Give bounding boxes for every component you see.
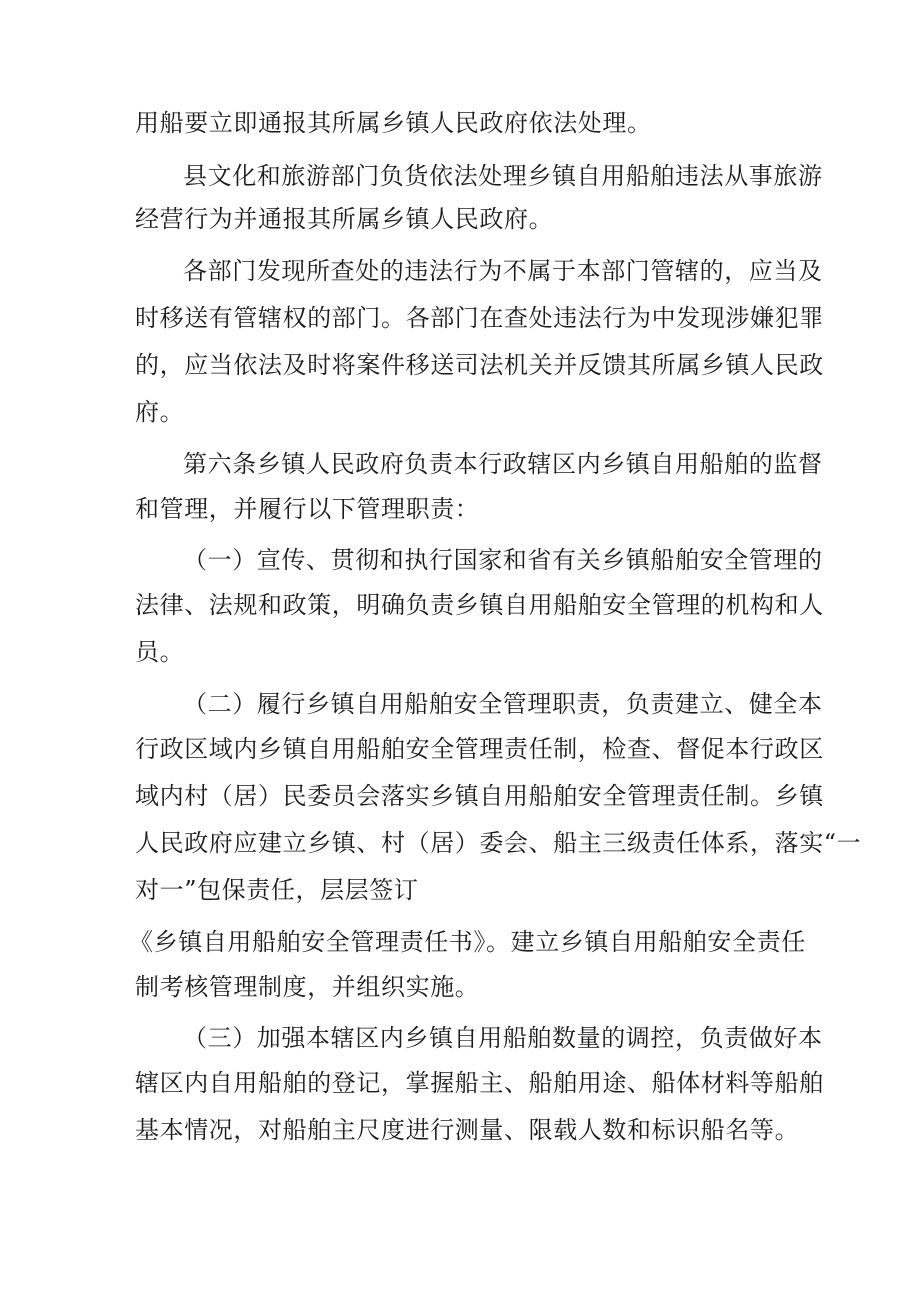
text-line-20: （三）加强本辖区内乡镇自用船舶数量的调控，负责做好本 [183, 1024, 823, 1052]
text-line-12: 员。 [135, 638, 185, 666]
text-line-3: 经营行为并通报其所属乡镇人民政府。 [135, 205, 554, 233]
text-line-6: 的，应当依法及时将案件移送司法机关并反馈其所属乡镇人民政 [135, 351, 824, 379]
text-line-15: 域内村（居）民委员会落实乡镇自用船舶安全管理责任制。乡镇 [135, 782, 824, 810]
text-line-21: 辖区内自用船舶的登记，掌握船主、船舶用途、船体材料等船舶 [135, 1069, 824, 1097]
text-line-19: 制考核管理制度，并组织实施。 [135, 973, 480, 1001]
text-line-1: 用船要立即通报其所属乡镇人民政府依法处理。 [135, 109, 652, 137]
text-line-7: 府。 [135, 398, 185, 426]
text-line-14: 行政区域内乡镇自用船舶安全管理责任制，检查、督促本行政区 [135, 735, 824, 763]
text-line-2: 县文化和旅游部门负货依法处理乡镇自用船舶违法从事旅游 [183, 162, 823, 190]
text-line-13: （二）履行乡镇自用船舶安全管理职责，负责建立、健全本 [183, 690, 823, 718]
text-line-10: （一）宣传、贯彻和执行国家和省有关乡镇船舶安全管理的 [183, 546, 823, 574]
text-line-8: 第六条乡镇人民政府负责本行政辖区内乡镇自用船舶的监督 [183, 450, 823, 478]
text-line-16: 人民政府应建立乡镇、村（居）委会、船主三级责任体系，落实“一 [135, 829, 862, 857]
text-line-22: 基本情况，对船舶主尺度进行测量、限载人数和标识船名等。 [135, 1116, 800, 1144]
text-line-17: 对一”包保责任，层层签订 [135, 876, 419, 904]
text-line-4: 各部门发现所查处的违法行为不属于本部门管辖的，应当及 [183, 257, 823, 285]
text-line-18: 《乡镇自用船舶安全管理责任书》。建立乡镇自用船舶安全责任 [129, 928, 806, 956]
text-line-9: 和管理，并履行以下管理职责： [135, 495, 480, 523]
text-line-5: 时移送有管辖权的部门。各部门在查处违法行为中发现涉嫌犯罪 [135, 304, 824, 332]
text-line-11: 法律、法规和政策，明确负责乡镇自用船舶安全管理的机构和人 [135, 591, 824, 619]
